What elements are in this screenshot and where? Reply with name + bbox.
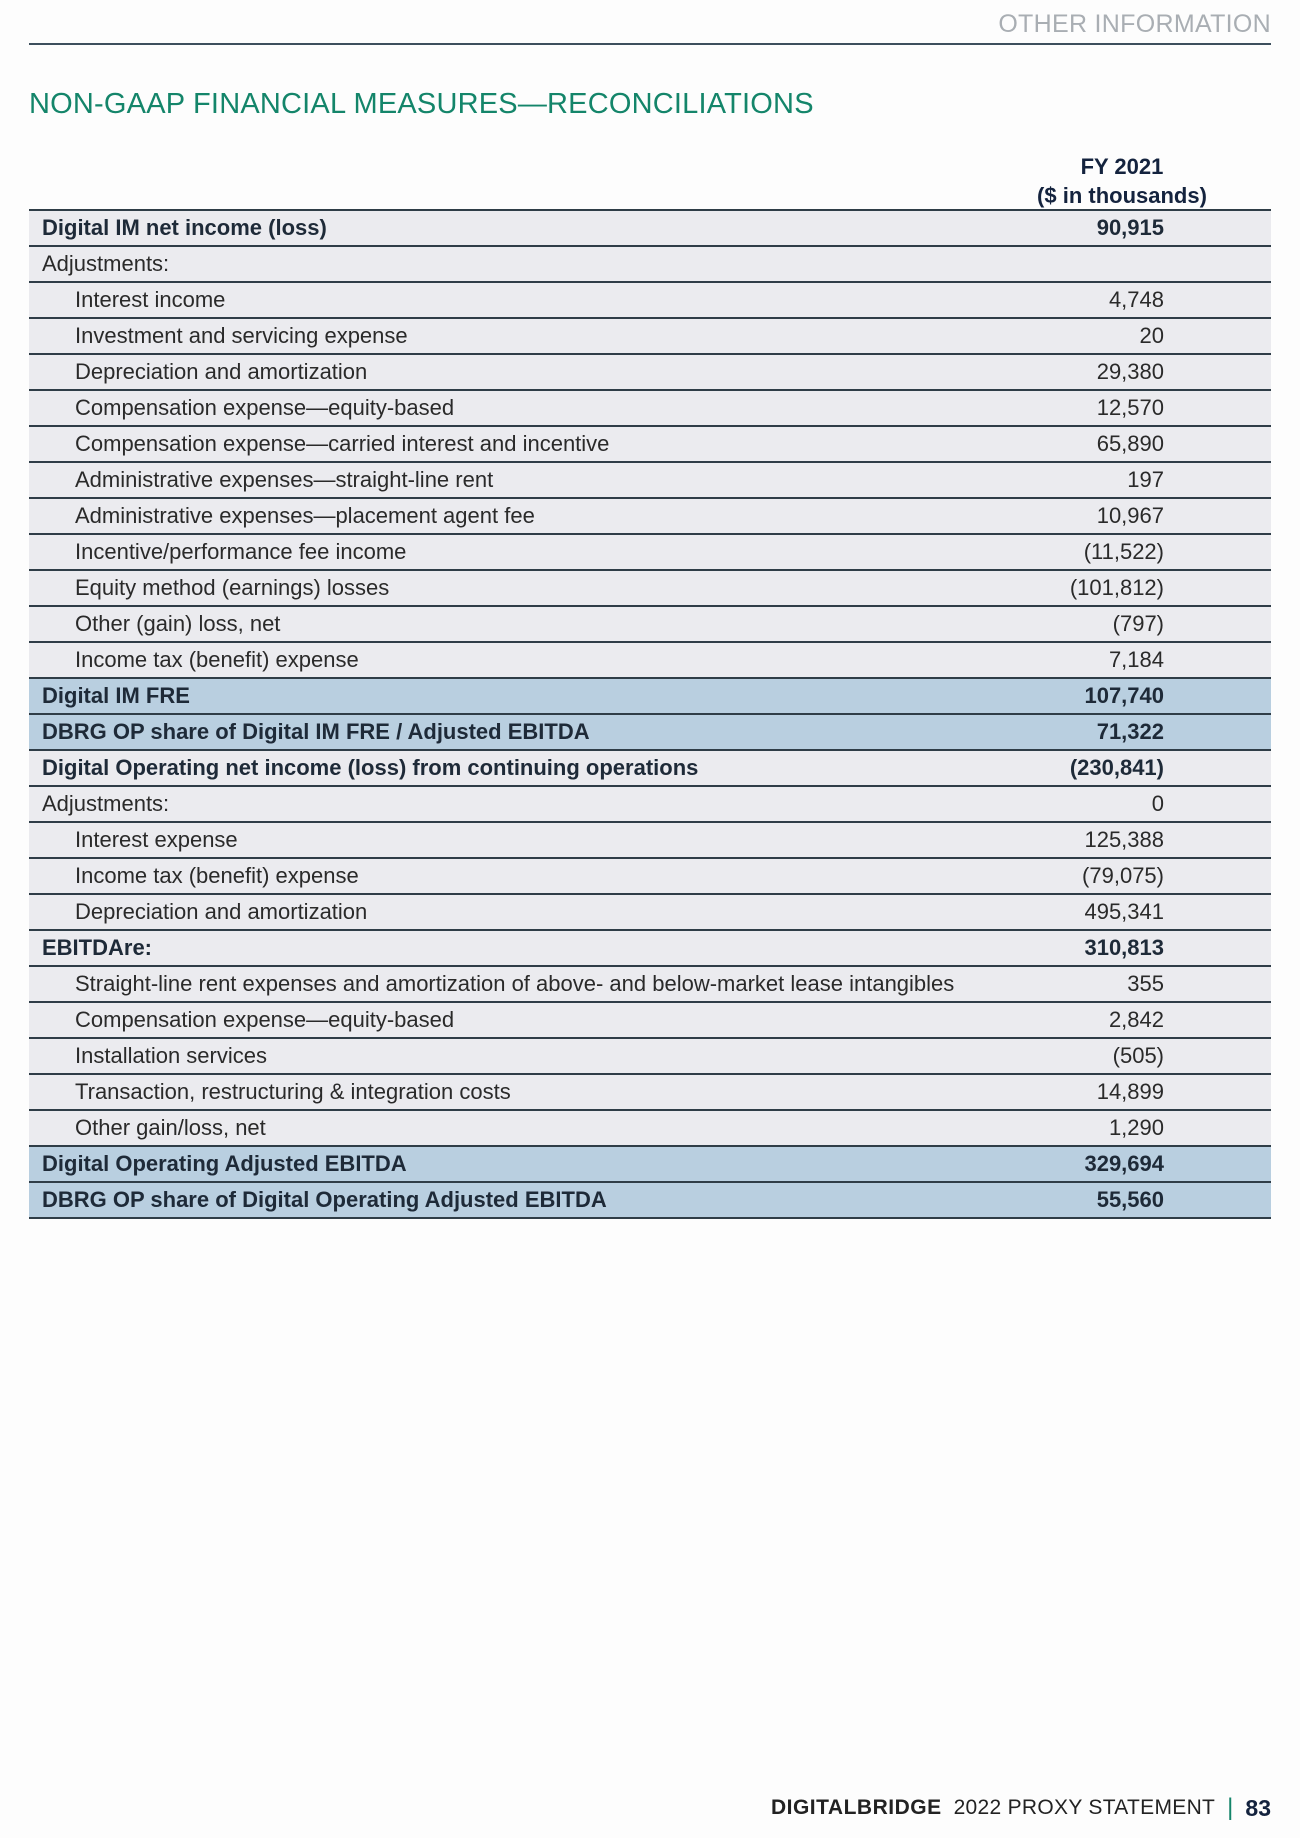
row-value: 355: [1127, 971, 1164, 996]
table-row: [29, 389, 1271, 425]
row-label: Depreciation and amortization: [75, 899, 368, 924]
row-value: 197: [1127, 467, 1164, 492]
table-row: [29, 353, 1271, 389]
table-row: [29, 785, 1271, 821]
row-label: Compensation expense—equity-based: [75, 1007, 455, 1032]
row-label: Transaction, restructuring & integration costs: [75, 1079, 511, 1104]
footer-brand: DIGITALBRIDGE: [770, 1796, 942, 1819]
page-footer: [771, 1794, 1271, 1822]
row-label: Straight-line rent expenses and amortization of above- and below-market lease intangibles: [75, 971, 955, 996]
row-label: Income tax (benefit) expense: [75, 647, 359, 672]
table-row: [29, 425, 1271, 461]
header-rule: [29, 43, 1271, 45]
row-label: Interest income: [75, 287, 226, 312]
row-value: 71,322: [1096, 719, 1164, 744]
page-number: 83: [1245, 1794, 1271, 1821]
row-label: Income tax (benefit) expense: [75, 863, 359, 888]
footer-separator: |: [1227, 1794, 1234, 1821]
row-value: 0: [1151, 791, 1164, 816]
row-label: Equity method (earnings) losses: [75, 575, 390, 600]
table-row: [29, 1145, 1271, 1181]
row-value: 20: [1139, 323, 1164, 348]
row-value: 1,290: [1108, 1115, 1164, 1140]
row-label: Administrative expenses—placement agent fee: [75, 503, 535, 528]
row-value: 125,388: [1084, 827, 1164, 852]
table-row: [29, 605, 1271, 641]
row-label: Adjustments:: [42, 791, 170, 816]
table-row: [29, 569, 1271, 605]
row-value: 329,694: [1084, 1151, 1164, 1176]
table-row: [29, 1181, 1271, 1217]
row-value: 29,380: [1096, 359, 1164, 384]
table-row: [29, 317, 1271, 353]
row-label: DBRG OP share of Digital Operating Adjusted EBITDA: [42, 1187, 607, 1212]
table-row: [29, 1109, 1271, 1145]
row-value: 495,341: [1084, 899, 1164, 924]
row-value: 10,967: [1096, 503, 1164, 528]
row-label: Digital IM net income (loss): [42, 215, 327, 240]
table-row: [29, 1001, 1271, 1037]
table-bottom-rule: [29, 1217, 1271, 1219]
table-row: [29, 677, 1271, 713]
row-value: (505): [1112, 1043, 1164, 1068]
table-row: [29, 965, 1271, 1001]
table-row: [29, 821, 1271, 857]
row-value: 55,560: [1096, 1187, 1164, 1212]
row-value: 90,915: [1096, 215, 1164, 240]
section-header: OTHER INFORMATION: [998, 10, 1271, 38]
reconciliation-table: [29, 209, 1271, 1219]
table-row: [29, 1037, 1271, 1073]
row-label: Digital Operating net income (loss) from continuing operations: [42, 755, 699, 780]
row-label: Incentive/performance fee income: [75, 539, 407, 564]
row-label: Compensation expense—carried interest and incentive: [75, 431, 610, 456]
row-value: (797): [1112, 611, 1164, 636]
row-label: Digital IM FRE: [42, 683, 190, 708]
row-label: Interest expense: [75, 827, 238, 852]
table-row: [29, 1073, 1271, 1109]
row-value: 14,899: [1096, 1079, 1164, 1104]
row-label: Investment and servicing expense: [75, 323, 408, 348]
table-row: [29, 281, 1271, 317]
column-header-year: FY 2021: [1080, 154, 1164, 179]
row-value: (79,075): [1082, 863, 1164, 888]
row-value: 7,184: [1108, 647, 1164, 672]
page-title: NON-GAAP FINANCIAL MEASURES—RECONCILIATIONS: [29, 88, 814, 120]
column-header-units: ($ in thousands): [1037, 183, 1207, 208]
column-header: [1000, 152, 1244, 210]
table-row: [29, 533, 1271, 569]
row-value: (101,812): [1069, 575, 1164, 600]
row-label: Depreciation and amortization: [75, 359, 368, 384]
row-value: (11,522): [1083, 539, 1164, 564]
row-value: 12,570: [1096, 395, 1164, 420]
row-value: 310,813: [1084, 935, 1164, 960]
table-row: [29, 497, 1271, 533]
row-value: 107,740: [1084, 683, 1164, 708]
row-label: Compensation expense—equity-based: [75, 395, 455, 420]
table-row: [29, 245, 1271, 281]
row-value: 4,748: [1108, 287, 1164, 312]
row-label: DBRG OP share of Digital IM FRE / Adjusted EBITDA: [42, 719, 590, 744]
footer-document-title: 2022 PROXY STATEMENT: [953, 1796, 1216, 1819]
table-row: [29, 857, 1271, 893]
row-label: Administrative expenses—straight-line rent: [75, 467, 494, 492]
row-label: Installation services: [75, 1043, 267, 1068]
row-value: (230,841): [1069, 755, 1164, 780]
table-row: [29, 749, 1271, 785]
row-value: 2,842: [1108, 1007, 1164, 1032]
row-label: Other (gain) loss, net: [75, 611, 281, 636]
row-label: Adjustments:: [42, 251, 170, 276]
table-row: [29, 929, 1271, 965]
table-row: [29, 461, 1271, 497]
row-label: Digital Operating Adjusted EBITDA: [42, 1151, 407, 1176]
table-row: [29, 713, 1271, 749]
row-label: EBITDAre:: [42, 935, 153, 960]
row-label: Other gain/loss, net: [75, 1115, 266, 1140]
table-row: [29, 209, 1271, 245]
row-value: 65,890: [1096, 431, 1164, 456]
table-row: [29, 893, 1271, 929]
table-row: [29, 641, 1271, 677]
